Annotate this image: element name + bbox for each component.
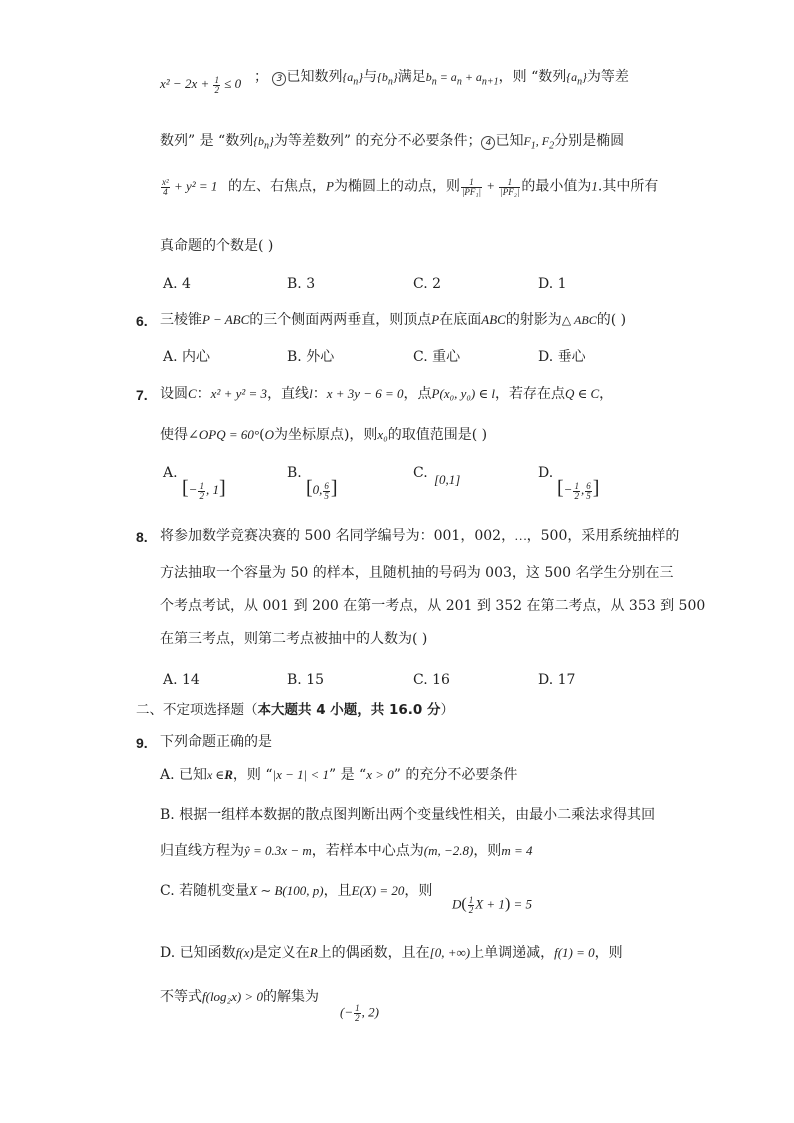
option-c[interactable]: C. 重心	[413, 349, 461, 365]
q5-line-1b: ； 3 已知数列$\{a_n\}$与$\{b_n\}$满足$b_n = a_n + a_{n+1}$，则 “数列$\{a_n\}$为等差	[254, 69, 629, 88]
option-a[interactable]: A. 14	[163, 672, 200, 688]
option-c-interval: [0,1]	[434, 472, 461, 487]
math-sequence-relation: $b_n = a_n + a_{n+1}$	[425, 70, 499, 88]
option-a[interactable]: A. 4	[163, 276, 191, 292]
q9-option-b[interactable]: B. 根据一组样本数据的散点图判断出两个变量线性相关，由最小二乘法求得其回	[160, 807, 656, 823]
q9-option-d[interactable]: D. 已知函数f(x)是定义在R上的偶函数，且在[0, +∞)上单调递减，f(1) = 0，则	[160, 945, 623, 961]
option-c[interactable]: C. 2	[413, 276, 442, 292]
q8-line-1: 将参加数学竞赛决赛的 500 名同学编号为：001，002，…，500，采用系统抽样的	[160, 528, 680, 544]
option-d[interactable]: D.	[538, 465, 554, 481]
option-d-interval: [− $\frac{1}{2}$ , $\frac{6}{5}$ ]	[557, 477, 600, 501]
q7-line-1: 设圆C：x² + y² = 3，直线l：x + 3y − 6 = 0，点P(x₀, y₀) ∈ l，若存在点Q ∈ C，	[160, 386, 614, 402]
q5-line-3: $\frac{\text{x²}}{4}$ + y² = 1 的左、右焦点，P为椭圆上的动点，则 $\frac{1}{\text{|PF₁|}}$ + $\frac{1}{\text{|PF₂|}}$ 的最小值为1.其中所有	[162, 177, 659, 197]
option-b[interactable]: B. 15	[287, 672, 325, 688]
circled-number-3: 3	[272, 72, 286, 86]
question-number-8: 8.	[136, 529, 148, 545]
q5-line-1	[160, 76, 241, 95]
option-d[interactable]: D. 1	[538, 276, 567, 292]
q9-stem: 下列命题正确的是	[160, 734, 272, 750]
option-b-interval: [0, $\frac{6}{5}$ ]	[306, 477, 338, 501]
math-inequality: x² − 2x + $\frac{1}{2}$ ≤ 0	[160, 75, 242, 95]
q6-stem: 三棱锥P − ABC的三个侧面两两垂直，则顶点P在底面ABC的射影为△ ABC的( )	[160, 312, 627, 328]
q5-line-4: 真命题的个数是( )	[160, 238, 274, 254]
q9-option-a[interactable]: A. 已知x ∈R，则 “|x − 1| < 1” 是 “x > 0” 的充分不必要条件	[160, 767, 518, 783]
question-number-9: 9.	[136, 735, 148, 751]
option-a-interval: [− $\frac{1}{2}$ , 1]	[182, 477, 226, 501]
q8-line-3: 个考点考试，从 001 到 200 在第一考点，从 201 到 352 在第二考点，从 353 到 500	[160, 598, 706, 614]
q5-line-2: 数列” 是 “数列$\{b_n\}$为等差数列” 的充分不必要条件； 4 已知$F_1$, $F_2$分别是椭圆	[160, 133, 625, 152]
solution-set: (− $\frac{1}{2}$ , 2)	[340, 1003, 379, 1023]
option-a[interactable]: A. 内心	[163, 349, 211, 365]
option-c[interactable]: C.	[413, 465, 428, 481]
q9-option-b-line-2: 归直线方程为ŷ = 0.3x − m，若样本中心点为(m, −2.8)，则m = 4	[160, 843, 533, 859]
q8-line-2: 方法抽取一个容量为 50 的样本，且随机抽的号码为 003，这 500 名学生分别在三	[160, 565, 674, 581]
variance-expression: D( $\frac{1}{2}$ X + 1) = 5	[452, 895, 533, 915]
fraction: $\frac{1}{2}$	[214, 75, 219, 95]
question-number-7: 7.	[136, 387, 148, 403]
option-c[interactable]: C. 16	[413, 672, 450, 688]
option-d[interactable]: D. 17	[538, 672, 576, 688]
question-number-6: 6.	[136, 313, 148, 329]
section-heading: 二、不定项选择题（本大题共 4 小题，共 16.0 分）	[136, 702, 455, 718]
circled-number-4: 4	[481, 136, 495, 150]
q8-line-4: 在第三考点，则第二考点被抽中的人数为( )	[160, 631, 428, 647]
q7-line-2: 使得∠OPQ = 60°(O为坐标原点)，则x₀的取值范围是( )	[160, 427, 488, 443]
option-b[interactable]: B. 外心	[287, 349, 335, 365]
option-b[interactable]: B. 3	[287, 276, 316, 292]
q9-option-c[interactable]: C. 若随机变量X ∼ B(100, p)，且E(X) = 20，则	[160, 883, 433, 899]
option-b[interactable]: B.	[287, 465, 302, 481]
option-d[interactable]: D. 垂心	[538, 349, 586, 365]
q9-option-d-line-2: 不等式f(log₂x) > 0的解集为	[160, 989, 319, 1005]
option-a[interactable]: A.	[163, 465, 178, 481]
